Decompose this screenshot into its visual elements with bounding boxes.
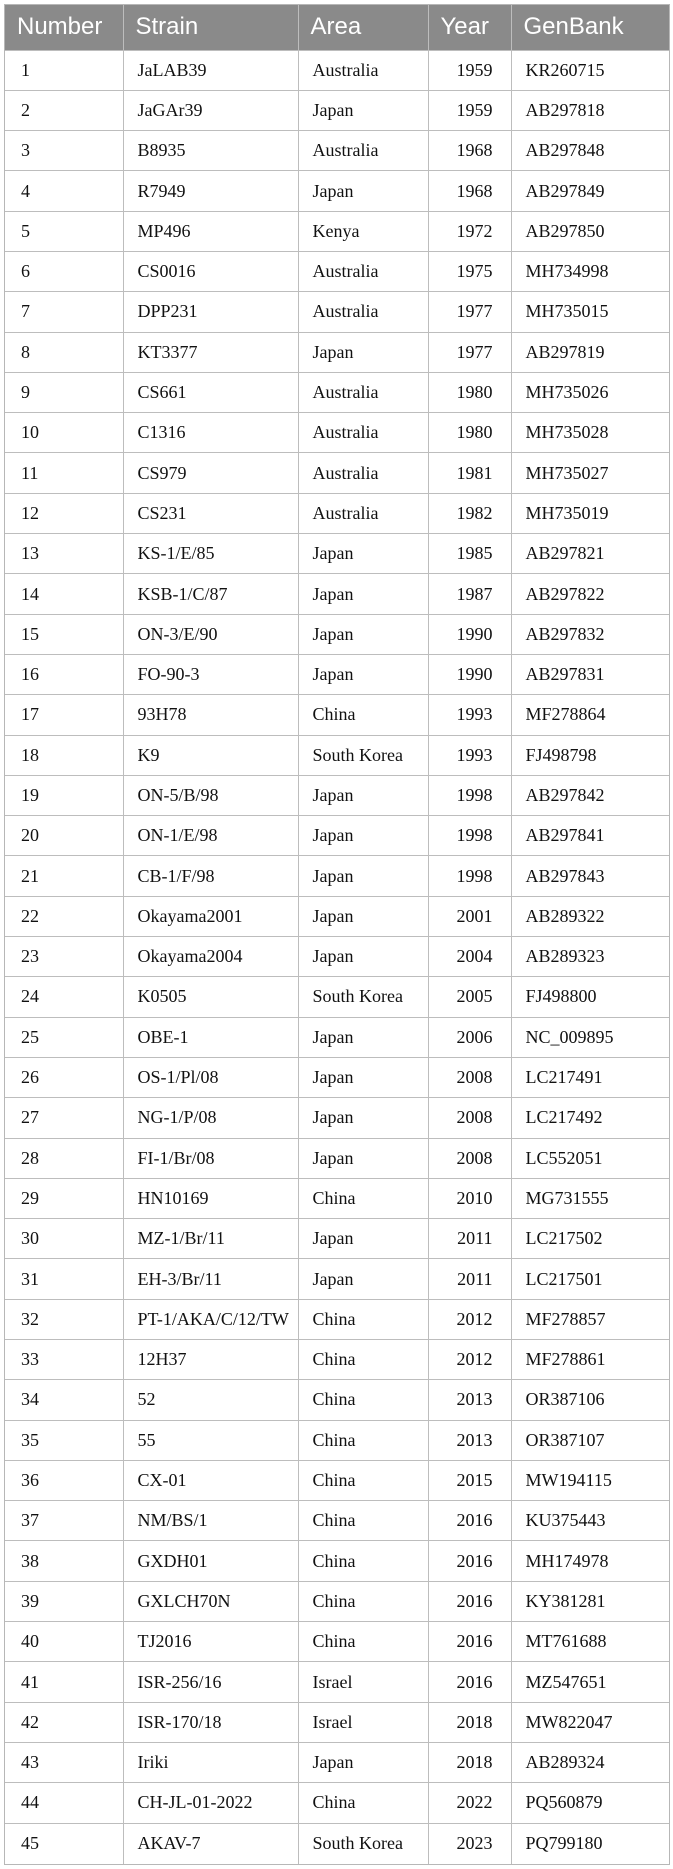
- cell-genbank: MF278857: [511, 1299, 670, 1339]
- cell-year: 2001: [428, 896, 511, 936]
- cell-area: Japan: [298, 654, 428, 694]
- cell-number: 36: [5, 1460, 123, 1500]
- cell-area: Japan: [298, 90, 428, 130]
- cell-strain: 52: [123, 1380, 298, 1420]
- cell-area: Japan: [298, 171, 428, 211]
- cell-year: 2016: [428, 1541, 511, 1581]
- cell-year: 2016: [428, 1662, 511, 1702]
- cell-genbank: AB289323: [511, 937, 670, 977]
- table-row: [5, 131, 670, 171]
- table-body: [5, 50, 670, 1864]
- table-row: [5, 1299, 670, 1339]
- cell-strain: FO-90-3: [123, 654, 298, 694]
- cell-strain: CX-01: [123, 1460, 298, 1500]
- cell-number: 26: [5, 1057, 123, 1097]
- table-row: [5, 856, 670, 896]
- cell-year: 2011: [428, 1219, 511, 1259]
- cell-genbank: OR387106: [511, 1380, 670, 1420]
- cell-genbank: FJ498798: [511, 735, 670, 775]
- cell-year: 2018: [428, 1702, 511, 1742]
- table-row: [5, 292, 670, 332]
- cell-strain: K0505: [123, 977, 298, 1017]
- header-area: Area: [298, 5, 428, 50]
- cell-area: Japan: [298, 1057, 428, 1097]
- cell-area: China: [298, 1420, 428, 1460]
- cell-number: 2: [5, 90, 123, 130]
- cell-year: 1990: [428, 654, 511, 694]
- table-row: [5, 1783, 670, 1823]
- cell-genbank: PQ799180: [511, 1823, 670, 1864]
- cell-area: Japan: [298, 1017, 428, 1057]
- cell-year: 2012: [428, 1340, 511, 1380]
- cell-area: China: [298, 1501, 428, 1541]
- cell-year: 1968: [428, 131, 511, 171]
- cell-strain: ON-5/B/98: [123, 775, 298, 815]
- cell-number: 28: [5, 1138, 123, 1178]
- cell-genbank: MH735027: [511, 453, 670, 493]
- cell-number: 14: [5, 574, 123, 614]
- cell-area: Japan: [298, 816, 428, 856]
- table-row: [5, 1662, 670, 1702]
- cell-number: 7: [5, 292, 123, 332]
- cell-number: 22: [5, 896, 123, 936]
- cell-strain: Iriki: [123, 1742, 298, 1782]
- cell-area: Japan: [298, 896, 428, 936]
- cell-area: Australia: [298, 372, 428, 412]
- cell-strain: EH-3/Br/11: [123, 1259, 298, 1299]
- cell-year: 2010: [428, 1178, 511, 1218]
- table-row: [5, 1581, 670, 1621]
- table-row: [5, 896, 670, 936]
- cell-strain: Okayama2001: [123, 896, 298, 936]
- table-row: [5, 50, 670, 90]
- cell-year: 2008: [428, 1138, 511, 1178]
- table-row: [5, 977, 670, 1017]
- table-row: [5, 1138, 670, 1178]
- cell-number: 27: [5, 1098, 123, 1138]
- cell-strain: CS0016: [123, 251, 298, 291]
- cell-area: Japan: [298, 856, 428, 896]
- cell-area: China: [298, 1340, 428, 1380]
- cell-number: 1: [5, 50, 123, 90]
- cell-strain: B8935: [123, 131, 298, 171]
- cell-genbank: KY381281: [511, 1581, 670, 1621]
- cell-genbank: LC217491: [511, 1057, 670, 1097]
- cell-genbank: MH174978: [511, 1541, 670, 1581]
- cell-genbank: MH735026: [511, 372, 670, 412]
- cell-area: Israel: [298, 1662, 428, 1702]
- cell-area: Japan: [298, 775, 428, 815]
- table-row: [5, 735, 670, 775]
- table-header: [5, 5, 670, 50]
- cell-genbank: MG731555: [511, 1178, 670, 1218]
- table-row: [5, 1340, 670, 1380]
- cell-area: China: [298, 1380, 428, 1420]
- cell-year: 2022: [428, 1783, 511, 1823]
- table-row: [5, 816, 670, 856]
- cell-strain: CH-JL-01-2022: [123, 1783, 298, 1823]
- cell-year: 1959: [428, 50, 511, 90]
- table-row: [5, 654, 670, 694]
- header-number: Number: [5, 5, 123, 50]
- cell-year: 2008: [428, 1098, 511, 1138]
- cell-strain: R7949: [123, 171, 298, 211]
- cell-genbank: MH735028: [511, 413, 670, 453]
- cell-year: 2013: [428, 1420, 511, 1460]
- cell-genbank: LC552051: [511, 1138, 670, 1178]
- cell-year: 2012: [428, 1299, 511, 1339]
- cell-genbank: NC_009895: [511, 1017, 670, 1057]
- cell-number: 42: [5, 1702, 123, 1742]
- cell-number: 5: [5, 211, 123, 251]
- cell-year: 1998: [428, 816, 511, 856]
- cell-number: 38: [5, 1541, 123, 1581]
- header-strain: Strain: [123, 5, 298, 50]
- cell-area: Japan: [298, 1259, 428, 1299]
- cell-number: 20: [5, 816, 123, 856]
- cell-area: China: [298, 1460, 428, 1500]
- cell-genbank: AB297818: [511, 90, 670, 130]
- cell-genbank: AB297841: [511, 816, 670, 856]
- cell-genbank: LC217501: [511, 1259, 670, 1299]
- cell-area: Japan: [298, 937, 428, 977]
- cell-number: 19: [5, 775, 123, 815]
- cell-number: 45: [5, 1823, 123, 1864]
- cell-area: Japan: [298, 1219, 428, 1259]
- cell-area: China: [298, 1541, 428, 1581]
- cell-genbank: AB297849: [511, 171, 670, 211]
- cell-strain: ON-3/E/90: [123, 614, 298, 654]
- cell-area: Australia: [298, 131, 428, 171]
- cell-strain: K9: [123, 735, 298, 775]
- cell-strain: MZ-1/Br/11: [123, 1219, 298, 1259]
- cell-strain: KSB-1/C/87: [123, 574, 298, 614]
- table-row: [5, 1420, 670, 1460]
- table-row: [5, 1017, 670, 1057]
- cell-area: China: [298, 1783, 428, 1823]
- cell-area: Japan: [298, 574, 428, 614]
- cell-genbank: MH735019: [511, 493, 670, 533]
- table-row: [5, 937, 670, 977]
- cell-number: 9: [5, 372, 123, 412]
- header-genbank: GenBank: [511, 5, 670, 50]
- cell-strain: HN10169: [123, 1178, 298, 1218]
- cell-year: 2015: [428, 1460, 511, 1500]
- cell-strain: 12H37: [123, 1340, 298, 1380]
- cell-strain: CB-1/F/98: [123, 856, 298, 896]
- cell-area: Israel: [298, 1702, 428, 1742]
- table-row: [5, 1057, 670, 1097]
- cell-number: 10: [5, 413, 123, 453]
- cell-year: 1993: [428, 695, 511, 735]
- cell-area: Japan: [298, 1138, 428, 1178]
- cell-strain: ON-1/E/98: [123, 816, 298, 856]
- cell-year: 2005: [428, 977, 511, 1017]
- cell-number: 15: [5, 614, 123, 654]
- cell-strain: ISR-256/16: [123, 1662, 298, 1702]
- cell-genbank: KU375443: [511, 1501, 670, 1541]
- cell-strain: NM/BS/1: [123, 1501, 298, 1541]
- cell-year: 2016: [428, 1581, 511, 1621]
- table-row: [5, 1501, 670, 1541]
- cell-area: Kenya: [298, 211, 428, 251]
- cell-number: 11: [5, 453, 123, 493]
- cell-number: 32: [5, 1299, 123, 1339]
- cell-year: 2011: [428, 1259, 511, 1299]
- cell-number: 16: [5, 654, 123, 694]
- cell-strain: 55: [123, 1420, 298, 1460]
- cell-genbank: MZ547651: [511, 1662, 670, 1702]
- cell-area: Japan: [298, 1098, 428, 1138]
- table-row: [5, 775, 670, 815]
- cell-area: Australia: [298, 413, 428, 453]
- cell-genbank: MF278861: [511, 1340, 670, 1380]
- cell-year: 1987: [428, 574, 511, 614]
- cell-strain: 93H78: [123, 695, 298, 735]
- cell-year: 1980: [428, 413, 511, 453]
- cell-strain: OBE-1: [123, 1017, 298, 1057]
- cell-strain: KT3377: [123, 332, 298, 372]
- cell-strain: Okayama2004: [123, 937, 298, 977]
- cell-genbank: AB297832: [511, 614, 670, 654]
- cell-area: China: [298, 695, 428, 735]
- cell-strain: CS661: [123, 372, 298, 412]
- cell-strain: DPP231: [123, 292, 298, 332]
- cell-genbank: AB297843: [511, 856, 670, 896]
- table-row: [5, 1380, 670, 1420]
- table-row: [5, 614, 670, 654]
- table-row: [5, 1460, 670, 1500]
- cell-year: 1998: [428, 856, 511, 896]
- cell-strain: AKAV-7: [123, 1823, 298, 1864]
- cell-strain: NG-1/P/08: [123, 1098, 298, 1138]
- table-row: [5, 453, 670, 493]
- cell-genbank: AB289322: [511, 896, 670, 936]
- cell-genbank: AB297850: [511, 211, 670, 251]
- cell-number: 33: [5, 1340, 123, 1380]
- cell-area: Australia: [298, 50, 428, 90]
- cell-number: 18: [5, 735, 123, 775]
- cell-area: China: [298, 1581, 428, 1621]
- cell-area: Australia: [298, 292, 428, 332]
- cell-genbank: MW822047: [511, 1702, 670, 1742]
- cell-number: 3: [5, 131, 123, 171]
- cell-genbank: AB297848: [511, 131, 670, 171]
- cell-genbank: MF278864: [511, 695, 670, 735]
- cell-strain: ISR-170/18: [123, 1702, 298, 1742]
- cell-genbank: FJ498800: [511, 977, 670, 1017]
- table-row: [5, 413, 670, 453]
- cell-strain: JaGAr39: [123, 90, 298, 130]
- table-row: [5, 372, 670, 412]
- cell-number: 34: [5, 1380, 123, 1420]
- cell-year: 1968: [428, 171, 511, 211]
- table-row: [5, 1823, 670, 1864]
- cell-number: 31: [5, 1259, 123, 1299]
- cell-year: 1982: [428, 493, 511, 533]
- cell-number: 6: [5, 251, 123, 291]
- table-row: [5, 211, 670, 251]
- table-row: [5, 251, 670, 291]
- cell-number: 39: [5, 1581, 123, 1621]
- table-row: [5, 695, 670, 735]
- strain-table-container: [4, 4, 670, 1865]
- cell-strain: GXDH01: [123, 1541, 298, 1581]
- cell-area: Japan: [298, 534, 428, 574]
- cell-area: Australia: [298, 251, 428, 291]
- cell-area: China: [298, 1622, 428, 1662]
- cell-genbank: OR387107: [511, 1420, 670, 1460]
- cell-area: China: [298, 1299, 428, 1339]
- header-row: [5, 5, 670, 50]
- cell-strain: FI-1/Br/08: [123, 1138, 298, 1178]
- cell-year: 2004: [428, 937, 511, 977]
- cell-genbank: AB297819: [511, 332, 670, 372]
- cell-year: 1998: [428, 775, 511, 815]
- cell-genbank: PQ560879: [511, 1783, 670, 1823]
- cell-year: 2013: [428, 1380, 511, 1420]
- cell-year: 2008: [428, 1057, 511, 1097]
- cell-year: 1990: [428, 614, 511, 654]
- cell-genbank: AB297831: [511, 654, 670, 694]
- cell-year: 2018: [428, 1742, 511, 1782]
- cell-area: South Korea: [298, 735, 428, 775]
- table-row: [5, 1259, 670, 1299]
- cell-strain: GXLCH70N: [123, 1581, 298, 1621]
- cell-year: 1977: [428, 292, 511, 332]
- cell-genbank: MT761688: [511, 1622, 670, 1662]
- cell-strain: OS-1/Pl/08: [123, 1057, 298, 1097]
- cell-number: 8: [5, 332, 123, 372]
- cell-number: 40: [5, 1622, 123, 1662]
- table-row: [5, 574, 670, 614]
- header-year: Year: [428, 5, 511, 50]
- cell-number: 35: [5, 1420, 123, 1460]
- cell-year: 1981: [428, 453, 511, 493]
- cell-number: 24: [5, 977, 123, 1017]
- cell-number: 43: [5, 1742, 123, 1782]
- cell-year: 2006: [428, 1017, 511, 1057]
- table-row: [5, 1541, 670, 1581]
- cell-genbank: AB297821: [511, 534, 670, 574]
- strain-table: [5, 5, 670, 1864]
- table-row: [5, 1622, 670, 1662]
- cell-strain: CS231: [123, 493, 298, 533]
- cell-year: 1985: [428, 534, 511, 574]
- cell-genbank: MH735015: [511, 292, 670, 332]
- cell-year: 1972: [428, 211, 511, 251]
- cell-area: Australia: [298, 453, 428, 493]
- cell-area: Japan: [298, 1742, 428, 1782]
- cell-number: 25: [5, 1017, 123, 1057]
- cell-year: 1993: [428, 735, 511, 775]
- cell-strain: JaLAB39: [123, 50, 298, 90]
- table-row: [5, 493, 670, 533]
- cell-number: 30: [5, 1219, 123, 1259]
- cell-number: 44: [5, 1783, 123, 1823]
- cell-genbank: LC217502: [511, 1219, 670, 1259]
- table-row: [5, 1742, 670, 1782]
- cell-number: 12: [5, 493, 123, 533]
- table-row: [5, 171, 670, 211]
- cell-area: China: [298, 1178, 428, 1218]
- cell-area: Japan: [298, 332, 428, 372]
- cell-area: South Korea: [298, 1823, 428, 1864]
- cell-number: 41: [5, 1662, 123, 1702]
- table-row: [5, 332, 670, 372]
- cell-number: 29: [5, 1178, 123, 1218]
- cell-year: 1980: [428, 372, 511, 412]
- cell-year: 1977: [428, 332, 511, 372]
- cell-genbank: MW194115: [511, 1460, 670, 1500]
- cell-genbank: AB297842: [511, 775, 670, 815]
- cell-number: 23: [5, 937, 123, 977]
- table-row: [5, 1702, 670, 1742]
- cell-strain: KS-1/E/85: [123, 534, 298, 574]
- cell-year: 1959: [428, 90, 511, 130]
- cell-genbank: KR260715: [511, 50, 670, 90]
- cell-strain: PT-1/AKA/C/12/TW: [123, 1299, 298, 1339]
- cell-strain: MP496: [123, 211, 298, 251]
- table-row: [5, 1098, 670, 1138]
- cell-area: Japan: [298, 614, 428, 654]
- cell-strain: CS979: [123, 453, 298, 493]
- cell-strain: TJ2016: [123, 1622, 298, 1662]
- cell-area: South Korea: [298, 977, 428, 1017]
- cell-number: 13: [5, 534, 123, 574]
- cell-year: 2016: [428, 1622, 511, 1662]
- cell-year: 2016: [428, 1501, 511, 1541]
- cell-genbank: AB289324: [511, 1742, 670, 1782]
- cell-genbank: MH734998: [511, 251, 670, 291]
- cell-number: 21: [5, 856, 123, 896]
- cell-year: 1975: [428, 251, 511, 291]
- table-row: [5, 1178, 670, 1218]
- cell-genbank: AB297822: [511, 574, 670, 614]
- cell-number: 17: [5, 695, 123, 735]
- cell-area: Australia: [298, 493, 428, 533]
- table-row: [5, 534, 670, 574]
- cell-genbank: LC217492: [511, 1098, 670, 1138]
- cell-strain: C1316: [123, 413, 298, 453]
- cell-year: 2023: [428, 1823, 511, 1864]
- table-row: [5, 1219, 670, 1259]
- cell-number: 37: [5, 1501, 123, 1541]
- table-row: [5, 90, 670, 130]
- cell-number: 4: [5, 171, 123, 211]
